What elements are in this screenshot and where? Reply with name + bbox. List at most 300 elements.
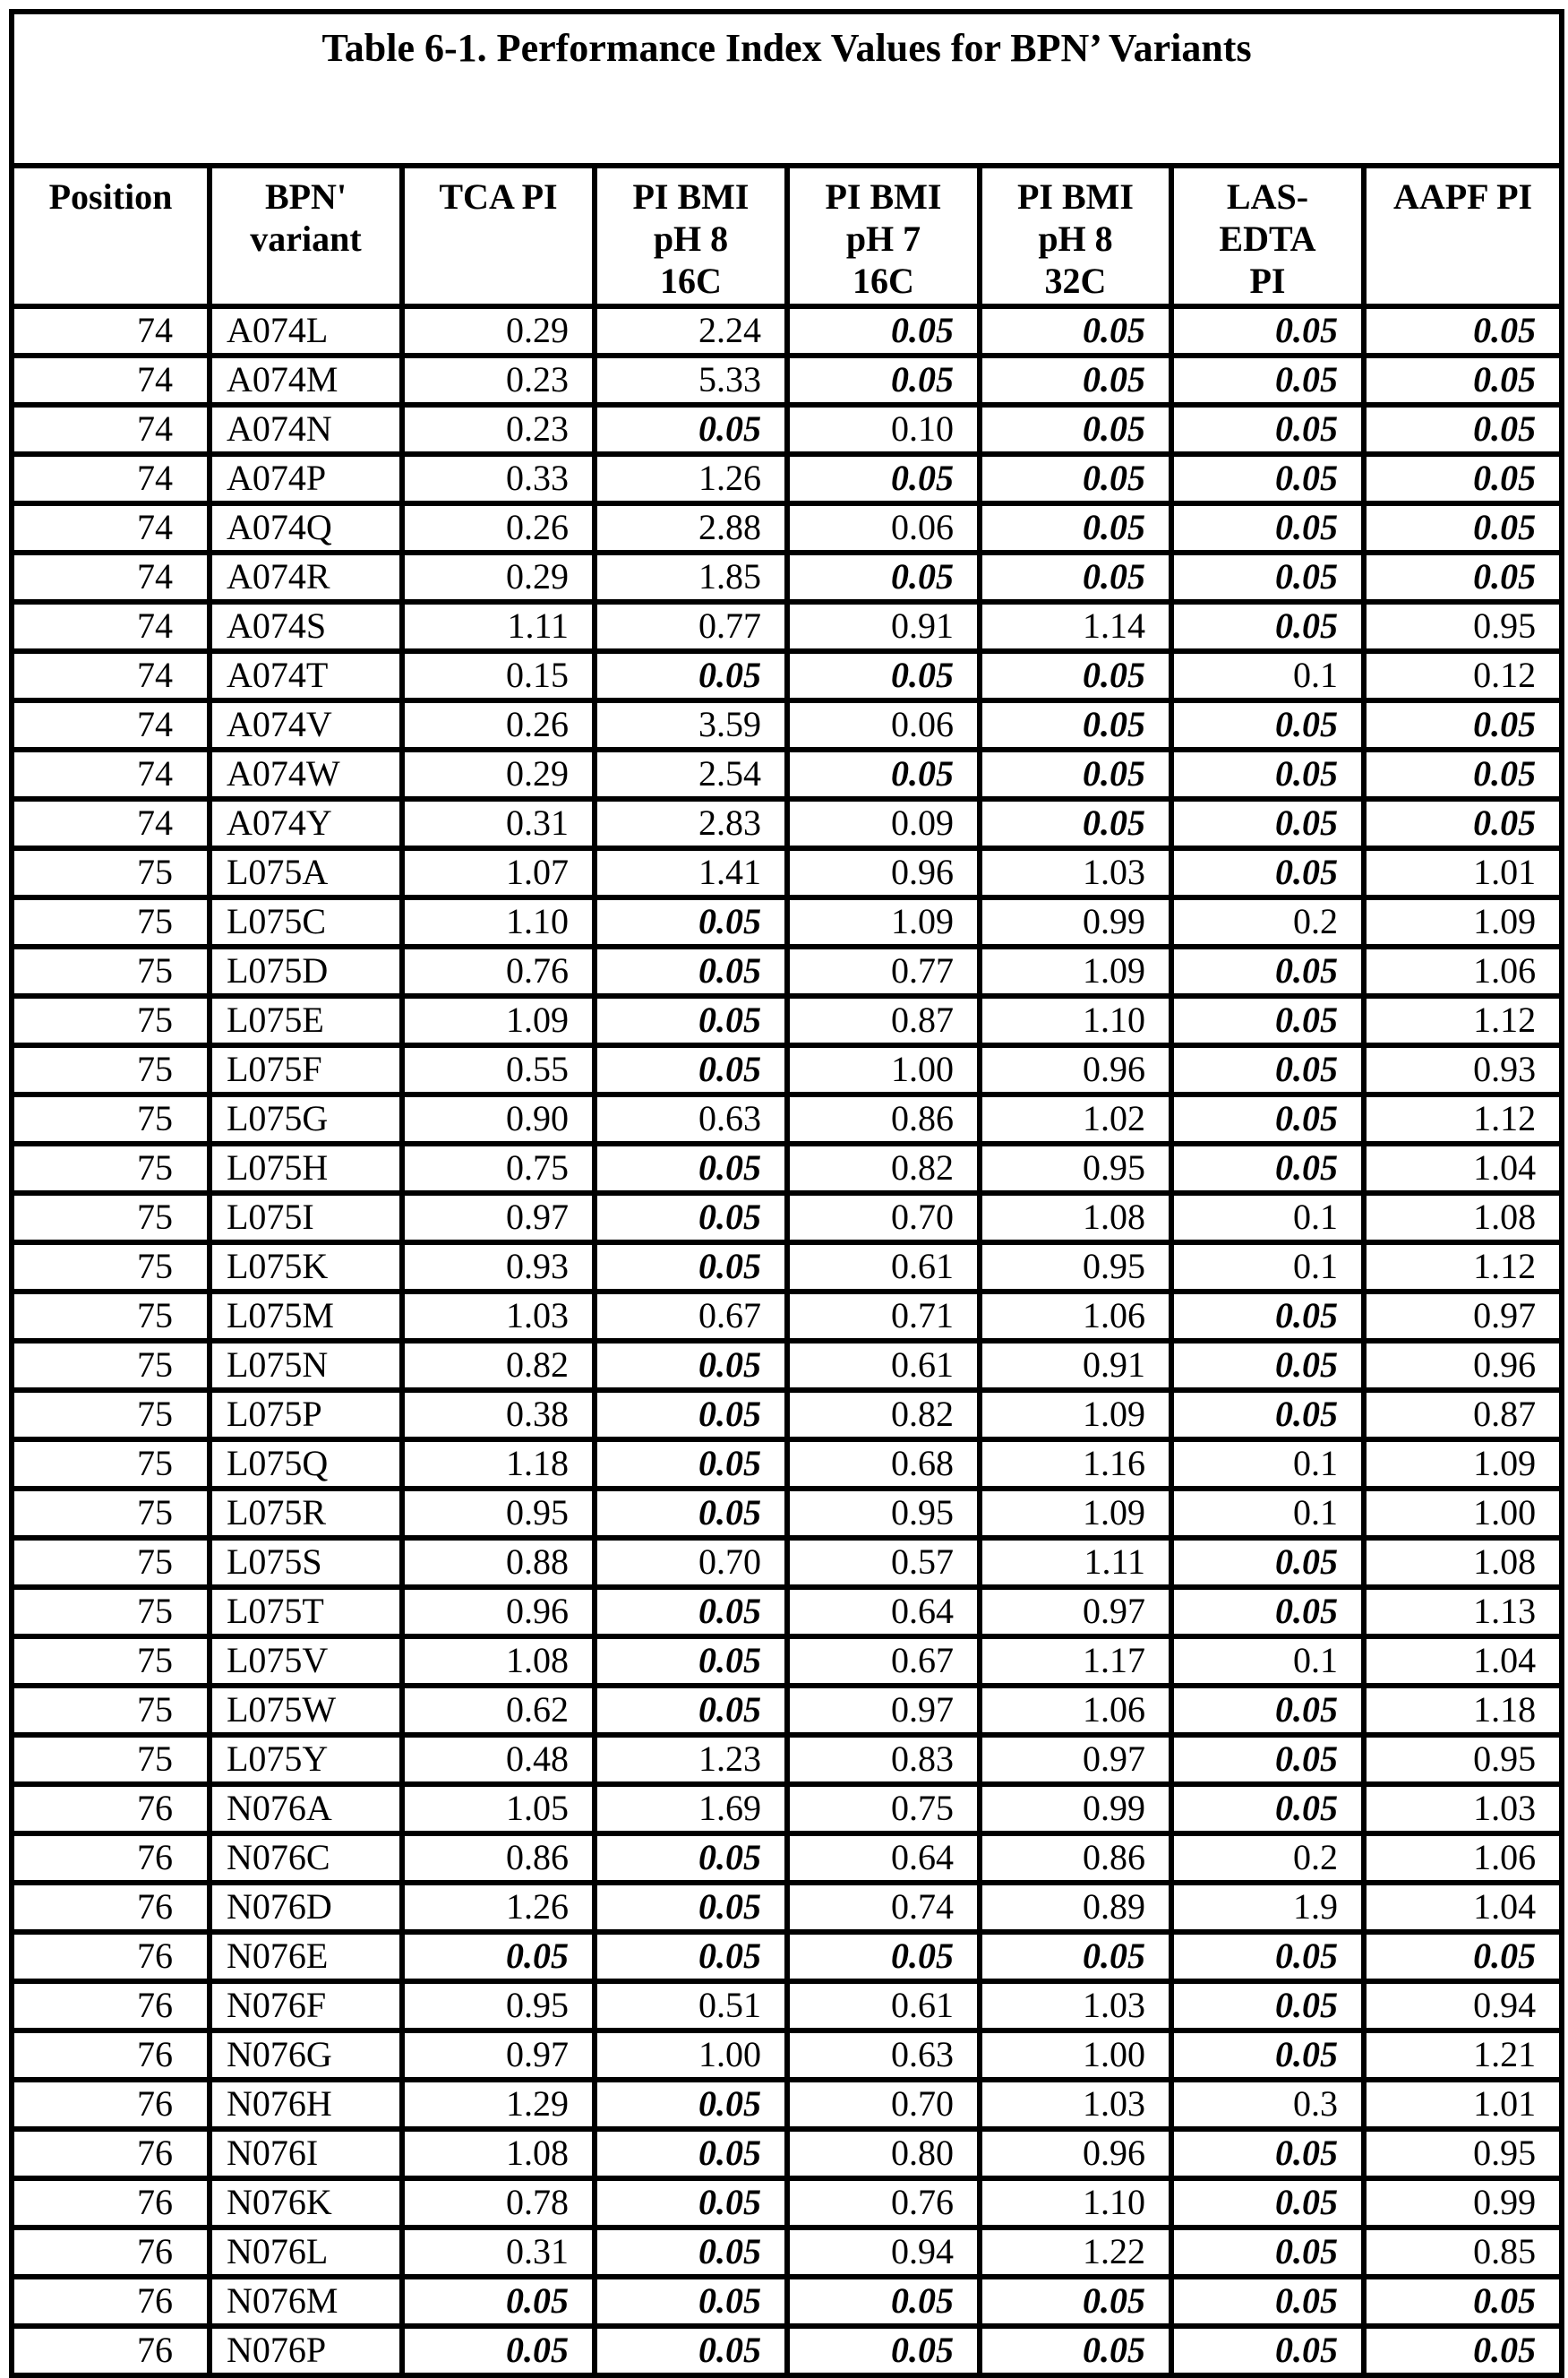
- cell-position: 74: [12, 454, 210, 503]
- cell-pi-bmi-ph8-16c: 5.33: [595, 356, 787, 405]
- cell-bpn-variant: L075F: [210, 1045, 402, 1095]
- cell-pi-bmi-ph8-16c: 2.88: [595, 503, 787, 553]
- cell-aapf-pi: 1.01: [1364, 848, 1562, 897]
- cell-position: 76: [12, 2228, 210, 2277]
- cell-tca-pi: 0.55: [402, 1045, 595, 1095]
- cell-pi-bmi-ph8-16c: 0.05: [595, 1242, 787, 1292]
- table-row: [12, 1489, 1562, 1538]
- cell-pi-bmi-ph8-32c: 0.97: [980, 1735, 1171, 1784]
- cell-pi-bmi-ph8-32c: 1.00: [980, 2030, 1171, 2080]
- cell-pi-bmi-ph7-16c: 0.05: [787, 2326, 980, 2375]
- cell-tca-pi: 1.26: [402, 1883, 595, 1932]
- cell-pi-bmi-ph8-32c: 1.22: [980, 2228, 1171, 2277]
- cell-pi-bmi-ph8-32c: 0.05: [980, 553, 1171, 602]
- cell-aapf-pi: 1.12: [1364, 1095, 1562, 1144]
- cell-tca-pi: 0.05: [402, 2277, 595, 2326]
- cell-pi-bmi-ph8-32c: 0.05: [980, 356, 1171, 405]
- cell-aapf-pi: 0.05: [1364, 306, 1562, 356]
- table-row: [12, 1242, 1562, 1292]
- cell-las-edta-pi: 0.05: [1171, 1095, 1364, 1144]
- cell-position: 75: [12, 1390, 210, 1439]
- cell-tca-pi: 0.29: [402, 750, 595, 799]
- cell-bpn-variant: A074L: [210, 306, 402, 356]
- column-header-aapf-pi: AAPF PI: [1364, 166, 1562, 306]
- column-header-pi-bmi-ph7-16c: PI BMI pH 7 16C: [787, 166, 980, 306]
- cell-pi-bmi-ph8-32c: 0.05: [980, 405, 1171, 454]
- cell-position: 75: [12, 1045, 210, 1095]
- column-header-bpn-variant: BPN' variant: [210, 166, 402, 306]
- cell-bpn-variant: L075Q: [210, 1439, 402, 1489]
- cell-pi-bmi-ph8-32c: 0.91: [980, 1341, 1171, 1390]
- cell-las-edta-pi: 0.05: [1171, 2030, 1364, 2080]
- cell-pi-bmi-ph7-16c: 0.97: [787, 1686, 980, 1735]
- table-row: [12, 1735, 1562, 1784]
- cell-pi-bmi-ph8-32c: 0.05: [980, 700, 1171, 750]
- cell-position: 75: [12, 897, 210, 947]
- cell-pi-bmi-ph7-16c: 0.09: [787, 799, 980, 848]
- table-row: [12, 454, 1562, 503]
- cell-las-edta-pi: 0.1: [1171, 1439, 1364, 1489]
- cell-tca-pi: 0.93: [402, 1242, 595, 1292]
- table-row: [12, 2030, 1562, 2080]
- cell-position: 74: [12, 700, 210, 750]
- cell-pi-bmi-ph8-32c: 1.16: [980, 1439, 1171, 1489]
- cell-las-edta-pi: 0.1: [1171, 1193, 1364, 1242]
- column-header-pi-bmi-ph8-32c: PI BMI pH 8 32C: [980, 166, 1171, 306]
- cell-pi-bmi-ph8-32c: 0.96: [980, 1045, 1171, 1095]
- cell-tca-pi: 0.31: [402, 2228, 595, 2277]
- cell-pi-bmi-ph8-16c: 0.05: [595, 1686, 787, 1735]
- cell-pi-bmi-ph7-16c: 0.71: [787, 1292, 980, 1341]
- cell-bpn-variant: L075T: [210, 1587, 402, 1636]
- cell-pi-bmi-ph8-32c: 0.86: [980, 1833, 1171, 1883]
- cell-las-edta-pi: 0.05: [1171, 1686, 1364, 1735]
- cell-pi-bmi-ph7-16c: 0.05: [787, 454, 980, 503]
- cell-bpn-variant: L075E: [210, 996, 402, 1045]
- cell-pi-bmi-ph7-16c: 0.74: [787, 1883, 980, 1932]
- cell-pi-bmi-ph7-16c: 0.76: [787, 2178, 980, 2228]
- cell-aapf-pi: 0.87: [1364, 1390, 1562, 1439]
- cell-pi-bmi-ph8-32c: 1.06: [980, 1686, 1171, 1735]
- table-row: [12, 2228, 1562, 2277]
- table-row: [12, 750, 1562, 799]
- cell-pi-bmi-ph8-16c: 0.70: [595, 1538, 787, 1587]
- table-row: [12, 356, 1562, 405]
- table-row: [12, 1439, 1562, 1489]
- cell-position: 75: [12, 1242, 210, 1292]
- table-body: [12, 306, 1562, 2375]
- cell-bpn-variant: L075W: [210, 1686, 402, 1735]
- cell-position: 76: [12, 1932, 210, 1981]
- cell-tca-pi: 0.97: [402, 2030, 595, 2080]
- table-row: [12, 1833, 1562, 1883]
- cell-pi-bmi-ph8-32c: 0.05: [980, 503, 1171, 553]
- cell-pi-bmi-ph7-16c: 0.61: [787, 1981, 980, 2030]
- cell-tca-pi: 0.76: [402, 947, 595, 996]
- cell-las-edta-pi: 0.05: [1171, 2178, 1364, 2228]
- cell-aapf-pi: 1.04: [1364, 1883, 1562, 1932]
- cell-pi-bmi-ph8-32c: 1.03: [980, 1981, 1171, 2030]
- cell-aapf-pi: 0.96: [1364, 1341, 1562, 1390]
- cell-pi-bmi-ph8-32c: 1.14: [980, 602, 1171, 651]
- cell-pi-bmi-ph7-16c: 0.05: [787, 651, 980, 700]
- cell-tca-pi: 1.29: [402, 2080, 595, 2129]
- cell-position: 75: [12, 1193, 210, 1242]
- column-header-position: Position: [12, 166, 210, 306]
- cell-las-edta-pi: 0.05: [1171, 306, 1364, 356]
- cell-pi-bmi-ph8-32c: 1.10: [980, 2178, 1171, 2228]
- cell-position: 76: [12, 2277, 210, 2326]
- cell-bpn-variant: A074V: [210, 700, 402, 750]
- cell-pi-bmi-ph7-16c: 0.70: [787, 2080, 980, 2129]
- cell-bpn-variant: N076H: [210, 2080, 402, 2129]
- column-header-las-edta-pi: LAS- EDTA PI: [1171, 166, 1364, 306]
- title-row: [12, 12, 1562, 166]
- cell-pi-bmi-ph8-32c: 0.05: [980, 306, 1171, 356]
- cell-bpn-variant: L075R: [210, 1489, 402, 1538]
- cell-pi-bmi-ph8-32c: 0.05: [980, 651, 1171, 700]
- cell-aapf-pi: 0.85: [1364, 2228, 1562, 2277]
- cell-tca-pi: 1.11: [402, 602, 595, 651]
- cell-las-edta-pi: 0.05: [1171, 2228, 1364, 2277]
- cell-pi-bmi-ph8-32c: 0.05: [980, 750, 1171, 799]
- cell-tca-pi: 0.97: [402, 1193, 595, 1242]
- cell-las-edta-pi: 0.05: [1171, 2277, 1364, 2326]
- cell-tca-pi: 0.31: [402, 799, 595, 848]
- cell-aapf-pi: 0.05: [1364, 1932, 1562, 1981]
- cell-pi-bmi-ph7-16c: 0.06: [787, 503, 980, 553]
- cell-position: 74: [12, 651, 210, 700]
- cell-position: 76: [12, 1784, 210, 1833]
- cell-pi-bmi-ph7-16c: 0.82: [787, 1144, 980, 1193]
- cell-tca-pi: 1.18: [402, 1439, 595, 1489]
- table-row: [12, 2277, 1562, 2326]
- cell-bpn-variant: L075K: [210, 1242, 402, 1292]
- cell-pi-bmi-ph8-16c: 2.83: [595, 799, 787, 848]
- cell-aapf-pi: 1.12: [1364, 1242, 1562, 1292]
- cell-position: 76: [12, 1833, 210, 1883]
- cell-bpn-variant: L075Y: [210, 1735, 402, 1784]
- cell-aapf-pi: 0.93: [1364, 1045, 1562, 1095]
- cell-position: 75: [12, 947, 210, 996]
- cell-tca-pi: 0.86: [402, 1833, 595, 1883]
- cell-las-edta-pi: 0.05: [1171, 1784, 1364, 1833]
- cell-tca-pi: 0.05: [402, 2326, 595, 2375]
- cell-las-edta-pi: 0.05: [1171, 1045, 1364, 1095]
- cell-pi-bmi-ph8-16c: 0.05: [595, 2129, 787, 2178]
- table-row: [12, 1784, 1562, 1833]
- cell-position: 75: [12, 1341, 210, 1390]
- table-row: [12, 651, 1562, 700]
- cell-pi-bmi-ph8-16c: 0.05: [595, 1883, 787, 1932]
- cell-las-edta-pi: 0.05: [1171, 602, 1364, 651]
- cell-bpn-variant: L075G: [210, 1095, 402, 1144]
- table-head: [12, 12, 1562, 306]
- cell-tca-pi: 1.10: [402, 897, 595, 947]
- table-title: Table 6-1. Performance Index Values for BPN’ Variants: [12, 12, 1562, 166]
- cell-pi-bmi-ph8-32c: 1.09: [980, 947, 1171, 996]
- cell-aapf-pi: 1.18: [1364, 1686, 1562, 1735]
- cell-position: 75: [12, 1439, 210, 1489]
- cell-pi-bmi-ph7-16c: 0.70: [787, 1193, 980, 1242]
- cell-las-edta-pi: 0.05: [1171, 1390, 1364, 1439]
- cell-pi-bmi-ph8-32c: 1.03: [980, 848, 1171, 897]
- cell-position: 74: [12, 602, 210, 651]
- cell-bpn-variant: N076C: [210, 1833, 402, 1883]
- cell-bpn-variant: N076L: [210, 2228, 402, 2277]
- cell-bpn-variant: L075M: [210, 1292, 402, 1341]
- cell-pi-bmi-ph8-32c: 1.17: [980, 1636, 1171, 1686]
- cell-pi-bmi-ph8-16c: 3.59: [595, 700, 787, 750]
- cell-aapf-pi: 0.97: [1364, 1292, 1562, 1341]
- cell-bpn-variant: L075N: [210, 1341, 402, 1390]
- cell-pi-bmi-ph7-16c: 0.05: [787, 750, 980, 799]
- cell-aapf-pi: 0.05: [1364, 750, 1562, 799]
- cell-aapf-pi: 1.21: [1364, 2030, 1562, 2080]
- cell-pi-bmi-ph7-16c: 0.67: [787, 1636, 980, 1686]
- table-row: [12, 947, 1562, 996]
- cell-pi-bmi-ph8-16c: 0.05: [595, 2277, 787, 2326]
- cell-pi-bmi-ph7-16c: 0.87: [787, 996, 980, 1045]
- cell-pi-bmi-ph8-32c: 0.89: [980, 1883, 1171, 1932]
- cell-tca-pi: 0.90: [402, 1095, 595, 1144]
- cell-pi-bmi-ph8-32c: 1.09: [980, 1489, 1171, 1538]
- cell-pi-bmi-ph7-16c: 0.96: [787, 848, 980, 897]
- cell-las-edta-pi: 0.05: [1171, 750, 1364, 799]
- cell-bpn-variant: A074R: [210, 553, 402, 602]
- cell-bpn-variant: N076A: [210, 1784, 402, 1833]
- table-row: [12, 503, 1562, 553]
- table-row: [12, 1045, 1562, 1095]
- cell-pi-bmi-ph7-16c: 0.64: [787, 1833, 980, 1883]
- cell-bpn-variant: N076K: [210, 2178, 402, 2228]
- cell-aapf-pi: 0.99: [1364, 2178, 1562, 2228]
- table-row: [12, 2326, 1562, 2375]
- cell-pi-bmi-ph8-32c: 0.95: [980, 1144, 1171, 1193]
- cell-pi-bmi-ph8-32c: 0.05: [980, 2326, 1171, 2375]
- cell-pi-bmi-ph7-16c: 0.82: [787, 1390, 980, 1439]
- cell-bpn-variant: N076G: [210, 2030, 402, 2080]
- cell-las-edta-pi: 0.05: [1171, 1341, 1364, 1390]
- cell-pi-bmi-ph8-16c: 2.24: [595, 306, 787, 356]
- cell-pi-bmi-ph8-32c: 0.99: [980, 1784, 1171, 1833]
- cell-aapf-pi: 0.95: [1364, 2129, 1562, 2178]
- cell-position: 76: [12, 2326, 210, 2375]
- cell-tca-pi: 0.95: [402, 1981, 595, 2030]
- cell-pi-bmi-ph8-32c: 1.08: [980, 1193, 1171, 1242]
- cell-pi-bmi-ph7-16c: 0.64: [787, 1587, 980, 1636]
- cell-pi-bmi-ph8-16c: 0.05: [595, 651, 787, 700]
- cell-aapf-pi: 0.05: [1364, 2326, 1562, 2375]
- cell-pi-bmi-ph7-16c: 0.05: [787, 356, 980, 405]
- cell-position: 76: [12, 2129, 210, 2178]
- cell-las-edta-pi: 0.05: [1171, 1735, 1364, 1784]
- cell-aapf-pi: 1.09: [1364, 897, 1562, 947]
- cell-pi-bmi-ph7-16c: 0.80: [787, 2129, 980, 2178]
- cell-aapf-pi: 0.95: [1364, 602, 1562, 651]
- cell-aapf-pi: 1.08: [1364, 1193, 1562, 1242]
- cell-position: 74: [12, 356, 210, 405]
- cell-las-edta-pi: 0.3: [1171, 2080, 1364, 2129]
- cell-position: 75: [12, 1144, 210, 1193]
- cell-position: 76: [12, 2030, 210, 2080]
- cell-aapf-pi: 0.05: [1364, 700, 1562, 750]
- cell-las-edta-pi: 0.05: [1171, 700, 1364, 750]
- cell-position: 74: [12, 750, 210, 799]
- cell-pi-bmi-ph7-16c: 0.83: [787, 1735, 980, 1784]
- cell-tca-pi: 0.88: [402, 1538, 595, 1587]
- table-row: [12, 553, 1562, 602]
- cell-pi-bmi-ph7-16c: 0.61: [787, 1341, 980, 1390]
- cell-pi-bmi-ph7-16c: 0.94: [787, 2228, 980, 2277]
- cell-pi-bmi-ph8-16c: 0.05: [595, 1390, 787, 1439]
- cell-las-edta-pi: 0.1: [1171, 651, 1364, 700]
- cell-aapf-pi: 1.12: [1364, 996, 1562, 1045]
- cell-las-edta-pi: 0.05: [1171, 2326, 1364, 2375]
- table-row: [12, 897, 1562, 947]
- column-header-pi-bmi-ph8-16c: PI BMI pH 8 16C: [595, 166, 787, 306]
- cell-tca-pi: 0.26: [402, 700, 595, 750]
- cell-aapf-pi: 0.05: [1364, 503, 1562, 553]
- cell-pi-bmi-ph8-16c: 0.05: [595, 1193, 787, 1242]
- table-row: [12, 996, 1562, 1045]
- cell-pi-bmi-ph7-16c: 0.05: [787, 2277, 980, 2326]
- cell-tca-pi: 0.95: [402, 1489, 595, 1538]
- cell-bpn-variant: N076F: [210, 1981, 402, 2030]
- cell-bpn-variant: N076M: [210, 2277, 402, 2326]
- cell-tca-pi: 1.05: [402, 1784, 595, 1833]
- cell-pi-bmi-ph8-16c: 0.05: [595, 1833, 787, 1883]
- cell-pi-bmi-ph7-16c: 0.75: [787, 1784, 980, 1833]
- cell-pi-bmi-ph8-16c: 0.05: [595, 897, 787, 947]
- cell-pi-bmi-ph7-16c: 0.05: [787, 553, 980, 602]
- cell-tca-pi: 0.15: [402, 651, 595, 700]
- table-row: [12, 1095, 1562, 1144]
- table-row: [12, 1144, 1562, 1193]
- cell-bpn-variant: L075C: [210, 897, 402, 947]
- cell-bpn-variant: A074P: [210, 454, 402, 503]
- cell-pi-bmi-ph8-16c: 0.63: [595, 1095, 787, 1144]
- cell-bpn-variant: A074Y: [210, 799, 402, 848]
- cell-bpn-variant: L075D: [210, 947, 402, 996]
- cell-pi-bmi-ph8-16c: 0.77: [595, 602, 787, 651]
- cell-las-edta-pi: 0.05: [1171, 405, 1364, 454]
- cell-las-edta-pi: 0.05: [1171, 1538, 1364, 1587]
- cell-bpn-variant: L075S: [210, 1538, 402, 1587]
- cell-tca-pi: 1.09: [402, 996, 595, 1045]
- table-row: [12, 1193, 1562, 1242]
- cell-position: 75: [12, 1686, 210, 1735]
- table-row: [12, 405, 1562, 454]
- cell-las-edta-pi: 0.05: [1171, 799, 1364, 848]
- header-row: [12, 166, 1562, 306]
- cell-aapf-pi: 0.05: [1364, 454, 1562, 503]
- cell-position: 76: [12, 2080, 210, 2129]
- cell-pi-bmi-ph8-16c: 0.51: [595, 1981, 787, 2030]
- cell-tca-pi: 0.05: [402, 1932, 595, 1981]
- cell-tca-pi: 0.82: [402, 1341, 595, 1390]
- cell-pi-bmi-ph8-16c: 2.54: [595, 750, 787, 799]
- cell-aapf-pi: 1.00: [1364, 1489, 1562, 1538]
- cell-pi-bmi-ph8-16c: 0.05: [595, 996, 787, 1045]
- table-row: [12, 848, 1562, 897]
- cell-tca-pi: 0.23: [402, 405, 595, 454]
- cell-position: 75: [12, 1636, 210, 1686]
- cell-bpn-variant: A074S: [210, 602, 402, 651]
- cell-aapf-pi: 0.05: [1364, 405, 1562, 454]
- column-header-tca-pi: TCA PI: [402, 166, 595, 306]
- cell-las-edta-pi: 0.05: [1171, 454, 1364, 503]
- table-row: [12, 2178, 1562, 2228]
- cell-aapf-pi: 1.06: [1364, 947, 1562, 996]
- cell-position: 75: [12, 848, 210, 897]
- table-row: [12, 1292, 1562, 1341]
- cell-aapf-pi: 1.06: [1364, 1833, 1562, 1883]
- cell-pi-bmi-ph7-16c: 0.05: [787, 306, 980, 356]
- cell-pi-bmi-ph8-32c: 0.96: [980, 2129, 1171, 2178]
- cell-aapf-pi: 1.03: [1364, 1784, 1562, 1833]
- cell-pi-bmi-ph7-16c: 1.09: [787, 897, 980, 947]
- cell-tca-pi: 1.08: [402, 1636, 595, 1686]
- table-row: [12, 1981, 1562, 2030]
- cell-las-edta-pi: 0.05: [1171, 356, 1364, 405]
- cell-position: 75: [12, 1587, 210, 1636]
- table-row: [12, 700, 1562, 750]
- cell-aapf-pi: 0.95: [1364, 1735, 1562, 1784]
- cell-pi-bmi-ph8-32c: 1.03: [980, 2080, 1171, 2129]
- cell-tca-pi: 0.96: [402, 1587, 595, 1636]
- cell-pi-bmi-ph7-16c: 0.10: [787, 405, 980, 454]
- cell-pi-bmi-ph8-16c: 1.23: [595, 1735, 787, 1784]
- cell-position: 75: [12, 1292, 210, 1341]
- cell-pi-bmi-ph8-16c: 1.85: [595, 553, 787, 602]
- cell-aapf-pi: 0.12: [1364, 651, 1562, 700]
- cell-pi-bmi-ph7-16c: 0.86: [787, 1095, 980, 1144]
- cell-pi-bmi-ph8-16c: 0.05: [595, 1439, 787, 1489]
- cell-bpn-variant: A074T: [210, 651, 402, 700]
- cell-tca-pi: 0.38: [402, 1390, 595, 1439]
- cell-bpn-variant: L075I: [210, 1193, 402, 1242]
- cell-bpn-variant: A074M: [210, 356, 402, 405]
- cell-tca-pi: 1.08: [402, 2129, 595, 2178]
- cell-las-edta-pi: 0.05: [1171, 1981, 1364, 2030]
- cell-las-edta-pi: 0.05: [1171, 1292, 1364, 1341]
- cell-pi-bmi-ph8-32c: 1.02: [980, 1095, 1171, 1144]
- cell-aapf-pi: 0.05: [1364, 2277, 1562, 2326]
- cell-bpn-variant: L075P: [210, 1390, 402, 1439]
- cell-pi-bmi-ph8-32c: 0.99: [980, 897, 1171, 947]
- cell-las-edta-pi: 0.05: [1171, 553, 1364, 602]
- cell-pi-bmi-ph8-16c: 0.05: [595, 1341, 787, 1390]
- cell-pi-bmi-ph8-16c: 1.00: [595, 2030, 787, 2080]
- table-row: [12, 1587, 1562, 1636]
- cell-tca-pi: 0.29: [402, 553, 595, 602]
- cell-position: 74: [12, 503, 210, 553]
- cell-pi-bmi-ph7-16c: 0.95: [787, 1489, 980, 1538]
- cell-las-edta-pi: 0.05: [1171, 848, 1364, 897]
- cell-pi-bmi-ph8-16c: 0.05: [595, 1587, 787, 1636]
- performance-table: [9, 9, 1564, 2378]
- cell-aapf-pi: 1.04: [1364, 1144, 1562, 1193]
- cell-pi-bmi-ph7-16c: 0.05: [787, 1932, 980, 1981]
- cell-bpn-variant: N076I: [210, 2129, 402, 2178]
- cell-las-edta-pi: 0.1: [1171, 1489, 1364, 1538]
- cell-pi-bmi-ph7-16c: 0.61: [787, 1242, 980, 1292]
- table-row: [12, 1341, 1562, 1390]
- cell-pi-bmi-ph7-16c: 0.91: [787, 602, 980, 651]
- cell-las-edta-pi: 0.2: [1171, 897, 1364, 947]
- cell-pi-bmi-ph8-16c: 0.05: [595, 1489, 787, 1538]
